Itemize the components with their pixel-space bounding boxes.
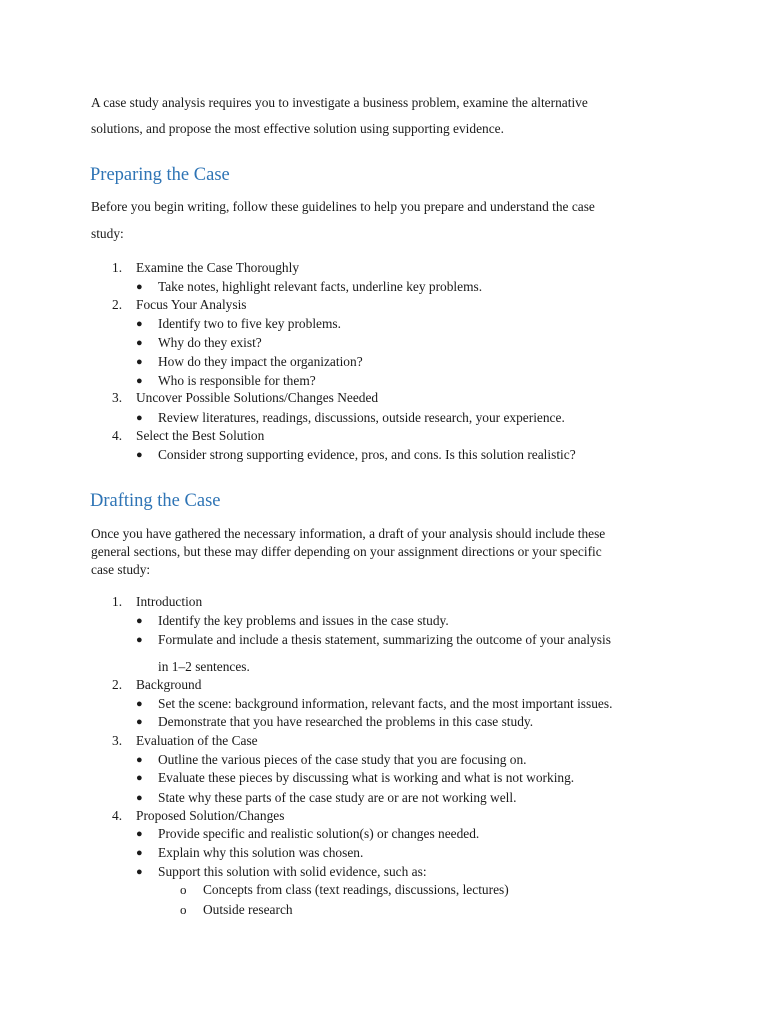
bullet-icon: ● xyxy=(136,866,143,878)
bullet-icon: ● xyxy=(136,828,143,840)
list-number: 4. xyxy=(112,428,123,443)
bullet-icon: ● xyxy=(136,318,143,330)
drafting-intro-line-1: Once you have gathered the necessary information, a draft of your analysis should include these xyxy=(91,526,606,541)
list-number: 2. xyxy=(112,677,123,692)
bullet-icon: ● xyxy=(136,634,143,646)
bullet-icon: ● xyxy=(136,337,143,349)
bullet-item: Formulate and include a thesis statement, summarizing the outcome of your analysis xyxy=(158,632,611,647)
list-item: Uncover Possible Solutions/Changes Needed xyxy=(136,390,379,405)
bullet-item: Take notes, highlight relevant facts, underline key problems. xyxy=(158,279,483,294)
bullet-item: How do they impact the organization? xyxy=(158,354,363,369)
bullet-item: Who is responsible for them? xyxy=(158,373,316,388)
bullet-icon: ● xyxy=(136,698,143,710)
list-number: 1. xyxy=(112,260,123,275)
bullet-icon: ● xyxy=(136,449,143,461)
bullet-item: Support this solution with solid evidence, such as: xyxy=(158,864,427,879)
list-number: 3. xyxy=(112,733,123,748)
drafting-intro-line-3: case study: xyxy=(91,562,151,577)
bullet-icon: ● xyxy=(136,716,143,728)
list-number: 3. xyxy=(112,390,123,405)
bullet-icon: ● xyxy=(136,375,143,387)
bullet-item: Why do they exist? xyxy=(158,335,262,350)
subbullet-icon: o xyxy=(180,882,187,897)
bullet-item: Demonstrate that you have researched the problems in this case study. xyxy=(158,714,534,729)
bullet-item: State why these parts of the case study are or are not working well. xyxy=(158,790,517,805)
drafting-heading: Drafting the Case xyxy=(90,491,221,511)
bullet-item: Identify the key problems and issues in the case study. xyxy=(158,613,449,628)
bullet-icon: ● xyxy=(136,772,143,784)
bullet-icon: ● xyxy=(136,356,143,368)
list-item: Select the Best Solution xyxy=(136,428,265,443)
list-item: Background xyxy=(136,677,202,692)
intro-line-2: solutions, and propose the most effective solution using supporting evidence. xyxy=(91,121,504,136)
preparing-intro-line-2: study: xyxy=(91,226,124,241)
list-item: Introduction xyxy=(136,594,203,609)
preparing-intro-line-1: Before you begin writing, follow these guidelines to help you prepare and understand the case xyxy=(91,199,595,214)
list-number: 1. xyxy=(112,594,123,609)
intro-line-1: A case study analysis requires you to investigate a business problem, examine the alternative xyxy=(91,95,588,110)
subbullet-item: Outside research xyxy=(203,902,293,917)
bullet-item: Explain why this solution was chosen. xyxy=(158,845,364,860)
bullet-icon: ● xyxy=(136,847,143,859)
bullet-icon: ● xyxy=(136,754,143,766)
bullet-icon: ● xyxy=(136,412,143,424)
list-item: Focus Your Analysis xyxy=(136,297,247,312)
preparing-heading: Preparing the Case xyxy=(90,165,230,185)
bullet-continuation: in 1–2 sentences. xyxy=(158,659,250,674)
bullet-item: Identify two to five key problems. xyxy=(158,316,341,331)
bullet-item: Outline the various pieces of the case study that you are focusing on. xyxy=(158,752,527,767)
list-number: 4. xyxy=(112,808,123,823)
list-item: Examine the Case Thoroughly xyxy=(136,260,300,275)
subbullet-item: Concepts from class (text readings, discussions, lectures) xyxy=(203,882,509,897)
list-number: 2. xyxy=(112,297,123,312)
list-item: Evaluation of the Case xyxy=(136,733,258,748)
bullet-item: Provide specific and realistic solution(s) or changes needed. xyxy=(158,826,480,841)
subbullet-icon: o xyxy=(180,902,187,917)
bullet-item: Set the scene: background information, relevant facts, and the most important issues. xyxy=(158,696,613,711)
drafting-intro-line-2: general sections, but these may differ depending on your assignment directions or your specific xyxy=(91,544,602,559)
bullet-icon: ● xyxy=(136,615,143,627)
bullet-item: Evaluate these pieces by discussing what is working and what is not working. xyxy=(158,770,575,785)
list-item: Proposed Solution/Changes xyxy=(136,808,285,823)
bullet-item: Consider strong supporting evidence, pros, and cons. Is this solution realistic? xyxy=(158,447,576,462)
bullet-icon: ● xyxy=(136,792,143,804)
bullet-item: Review literatures, readings, discussions, outside research, your experience. xyxy=(158,410,565,425)
bullet-icon: ● xyxy=(136,281,143,293)
